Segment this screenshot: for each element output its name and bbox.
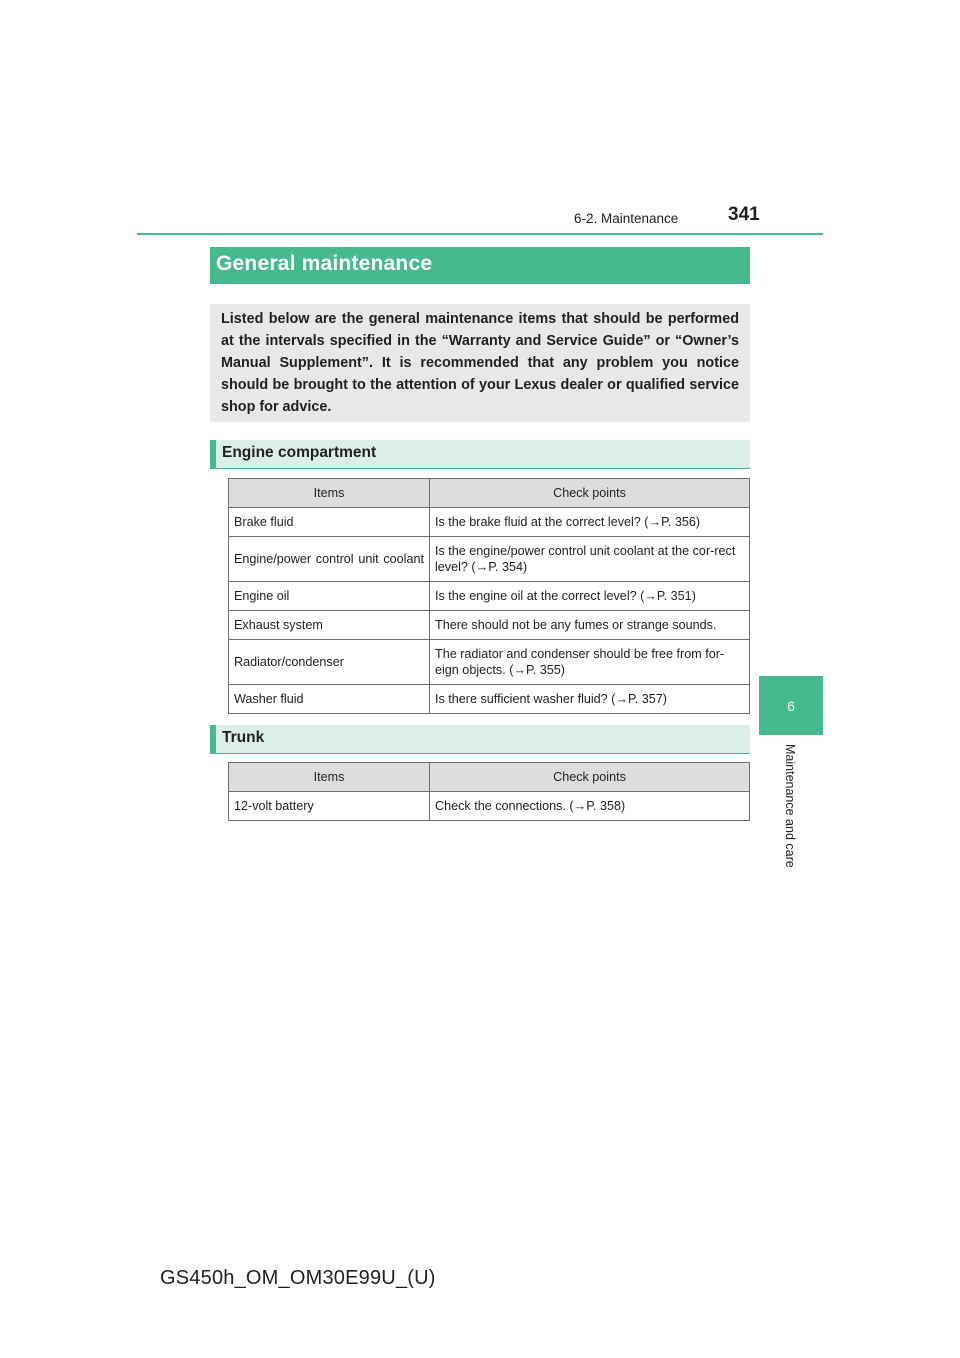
chapter-tab <box>759 676 823 735</box>
table-header-row <box>229 763 750 792</box>
engine-compartment-table <box>228 478 750 714</box>
page-number: 341 <box>728 204 760 225</box>
item-cell: 12-volt battery <box>229 792 430 821</box>
item-cell: Exhaust system <box>229 611 430 640</box>
document-code: GS450h_OM_OM30E99U_(U) <box>160 1267 436 1289</box>
page-title: General maintenance <box>216 252 433 275</box>
item-cell: Engine oil <box>229 582 430 611</box>
table-row <box>229 582 750 611</box>
item-cell: Brake fluid <box>229 508 430 537</box>
check-cell: Is the engine oil at the correct level? (→P. 351) <box>430 582 750 611</box>
table-row <box>229 537 750 582</box>
page-title-bar <box>210 247 750 284</box>
chapter-tab-label <box>783 744 801 894</box>
column-header-check-points: Check points <box>430 763 750 792</box>
table-row <box>229 508 750 537</box>
check-cell: Check the connections. (→P. 358) <box>430 792 750 821</box>
header-divider <box>137 233 823 235</box>
item-cell: Washer fluid <box>229 685 430 714</box>
column-header-check-points: Check points <box>430 479 750 508</box>
intro-text: Listed below are the general maintenance items that should be performed at the intervals specified in the “Warranty and Service Guide” or “Owner’s Manual Supplement”. It is recommended that any problem you notice should be brought to the attention of your Lexus dealer or qualified service shop for advice. <box>221 311 739 415</box>
check-cell: Is the brake fluid at the correct level? (→P. 356) <box>430 508 750 537</box>
trunk-table <box>228 762 750 821</box>
item-cell: Radiator/condenser <box>229 640 430 685</box>
trunk-heading-bar <box>210 725 750 754</box>
intro-box <box>210 304 750 422</box>
chapter-number: 6 <box>787 697 795 714</box>
engine-compartment-heading-bar <box>210 440 750 469</box>
table-row <box>229 611 750 640</box>
table-row <box>229 685 750 714</box>
check-cell: There should not be any fumes or strange sounds. <box>430 611 750 640</box>
table-row <box>229 792 750 821</box>
column-header-items: Items <box>229 479 430 508</box>
engine-compartment-heading: Engine compartment <box>222 444 377 461</box>
section-breadcrumb: 6-2. Maintenance <box>574 211 679 226</box>
check-cell: The radiator and condenser should be free from for-eign objects. (→P. 355) <box>430 640 750 685</box>
table-header-row <box>229 479 750 508</box>
heading-accent <box>210 440 216 469</box>
trunk-heading: Trunk <box>222 729 265 746</box>
table-row <box>229 640 750 685</box>
check-cell: Is there sufficient washer fluid? (→P. 357) <box>430 685 750 714</box>
chapter-title: Maintenance and care <box>783 744 797 868</box>
check-cell: Is the engine/power control unit coolant at the cor-rect level? (→P. 354) <box>430 537 750 582</box>
heading-accent <box>210 725 216 754</box>
item-cell: Engine/power control unit coolant <box>229 537 430 582</box>
column-header-items: Items <box>229 763 430 792</box>
